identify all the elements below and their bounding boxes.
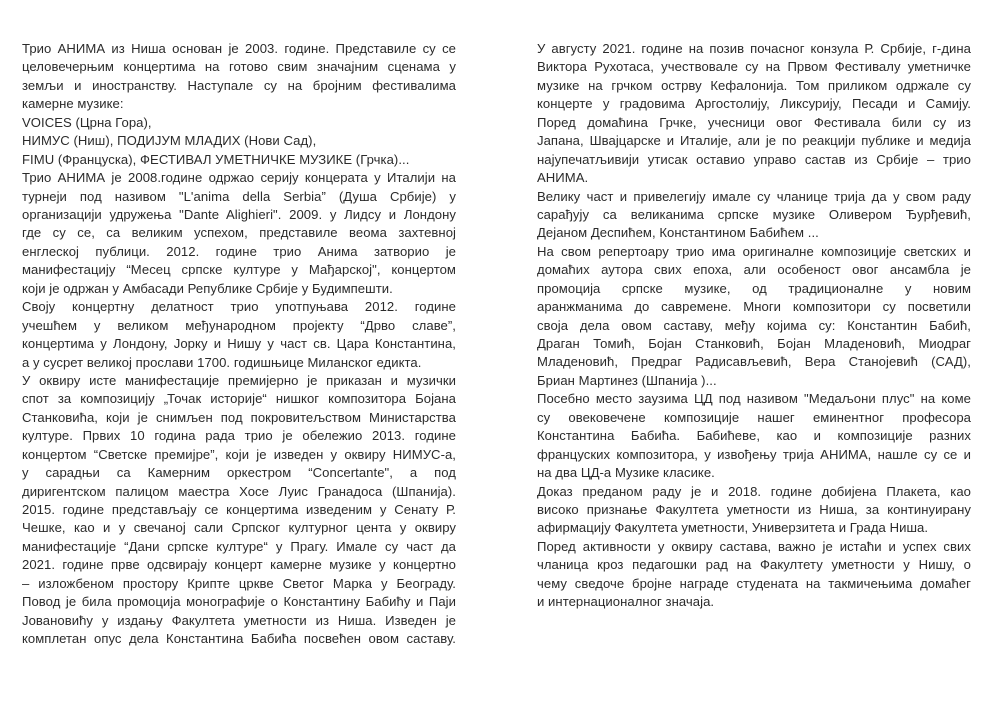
text-line: концертима у Лондону, Јорку и Нишу у част св. Цара Константина, [22,336,456,352]
text-line: Драган Томић, Бојан Станковић, Бојан Младеновић, Миодраг [537,336,971,352]
text-line: Виктора Рухотаса, учествовале су на Првом Фестивалу уметничке [537,59,971,75]
text-line: АНИМА. [537,170,589,186]
text-line: Станковића, који је снимљен под покровитељством Министарства [22,409,456,425]
text-line: организацији удружења "Dante Alighieri". 2009. у Лидсу и Лондону [22,207,456,222]
text-line: целовечерњим концертима на готово свим значајним сценама у [22,59,456,75]
text-line: Бриан Мартинез (Шпанија )... [537,372,717,388]
text-line: Трио АНИМА из Ниша основан је 2003. године. Представиле су се [22,41,456,56]
text-line: су овековечене композиције нашег еминентног професора [537,409,971,425]
text-line: Поред активности у оквиру састава, важно је истаћи и успех свих [537,538,971,554]
text-line: концерте у градовима Аргостолију, Ликсурију, Песади и Самију. [537,96,971,112]
text-line: француских композитора, у извођењу трија АНИМА, нашле су се и [537,446,971,462]
text-line: а у сусрет великој прослави 1700. годишњице Миланског едикта. [22,354,422,370]
text-line: спот за композицију „Точак историје“ нишког композитора Бојана [22,391,456,407]
text-line: концертом “Светске премијре”, који је изведен у оквиру НИМУС-а, [22,446,456,462]
text-line: Јапана, Швајцарске и Италије, али је по реакцији публике и медија [537,133,971,149]
text-line: најупечатљивији утисак оставио управо састав из Србије – трио [537,151,971,167]
text-line: Трио АНИМА је 2008.године одржао серију концерата у Италији на [22,170,456,186]
text-line: Посебно место заузима ЦД под називом "Медаљони плус" на коме [537,391,971,407]
text-line: камерне музике: [22,96,124,112]
text-line: диригентском палицом маестра Хосе Луис Гранадоса (Шпанија). [22,483,456,499]
text-line: земљи и иностранству. Наступале су на бројним фестивалима [22,77,456,93]
text-line: чланица кроз педагошки рад на Факултету уметности у Нишу, о [537,557,971,573]
right-text-column [537,40,971,612]
text-line: у сарадњи са Камерним оркестром “Concertante", а под [22,465,456,481]
text-line: Своју концертну делатност трио употпуњава 2012. године [22,299,456,315]
text-line: VOICES (Црна Гора), [22,114,152,130]
text-line: манифестацију “Месец српске културе у Мађарској", концертом [22,262,456,278]
text-line: Јовановићу у издању Факултета уметности из Ниша. Изведен је [22,612,456,628]
text-line: – изложбеном простору Крипте цркве Светог Марка у Београду. [22,575,456,591]
text-line: Доказ преданом раду је и 2018. године добијена Плакета, као [537,483,971,499]
text-line: У августу 2021. године на позив почасног конзула Р. Србије, г-дина [537,41,971,56]
text-line: Младеновић, Предраг Радисављевић, Вера Станојевић (САД), [537,354,971,370]
text-line: Поред домаћина Грчке, учесници овог Фестивала били су из [537,114,971,130]
text-line: и интернационалног значаја. [537,594,715,610]
left-text-column [22,40,456,649]
text-line: где су се, са великим успехом, представиле веома захтевној [22,225,456,241]
text-line: 2015. године представљају се концертима изведеним у Сенату Р. [22,502,456,518]
text-line: афирмацију Факултета уметности, Универзитета и Града Ниша. [537,520,929,536]
text-line: турнеји под називом "L'anima della Serbia” (Душа Србије) у [22,188,456,204]
text-line: комплетан опус дела Константина Бабића посвећен овом саставу. [22,631,456,647]
text-line: на два ЦД-а Музике класике. [537,465,715,481]
text-line: енглеској публици. 2012. године трио Анима затворио је [22,243,456,259]
text-line: Константина Бабића. Бабићеве, као и композиције разних [537,428,971,444]
text-line: домаћих аутора свих епоха, али особеност овог ансамбла је [537,262,971,278]
text-line: аранжманима до савремене. Многи композитори су посветили [537,299,971,315]
text-line: На свом репертоару трио има оригиналне композиције светских и [537,243,971,259]
text-line: манифестације “Дани српске културе“ у Прагу. Имале су част да [22,538,456,554]
text-line: музике на грчком острву Кефалонија. Том приликом одржале су [537,77,971,93]
text-line: 2021. године прве одсвирају концерт камерне музике у концертно [22,557,456,573]
text-line: FIMU (Француска), ФЕСТИВАЛ УМЕТНИЧКЕ МУЗИКЕ (Грчка)... [22,151,410,167]
text-line: који је одржан у Амбасади Републике Србије у Будимпешти. [22,280,393,296]
text-line: Чешке, као и у свечаној сали Српског културног цента у оквиру [22,520,456,536]
text-line: промоција српске музике, од традиционалне у новим [537,280,971,296]
text-line: високо признање Факултета уметности из Ниша, за континуирану [537,502,971,517]
text-line: Дејаном Деспићем, Константином Бабићем ... [537,225,819,241]
text-line: културе. Првих 10 година рада трио је обележио 2013. године [22,428,456,444]
text-line: сарађују са великанима српске музике Оливером Ђурђевић, [537,206,971,222]
text-line: своја дела овом саставу, међу којима су: Константин Бабић, [537,317,971,333]
text-line: Повод је била промоција монографије о Константину Бабићу и Паји [22,594,456,610]
text-line: Велику част и привелегију имале су чланице трија да у свом раду [537,188,971,204]
text-line: учешћем у великом међународном пројекту “Дрво славе”, [22,317,456,333]
text-line: чему сведоче бројне награде студената на такмичењима домаћег [537,575,971,591]
text-line: У оквиру исте манифестације премијерно је приказан и музички [22,372,456,388]
text-line: НИМУС (Ниш), ПОДИЈУМ МЛАДИХ (Нови Сад), [22,133,317,149]
